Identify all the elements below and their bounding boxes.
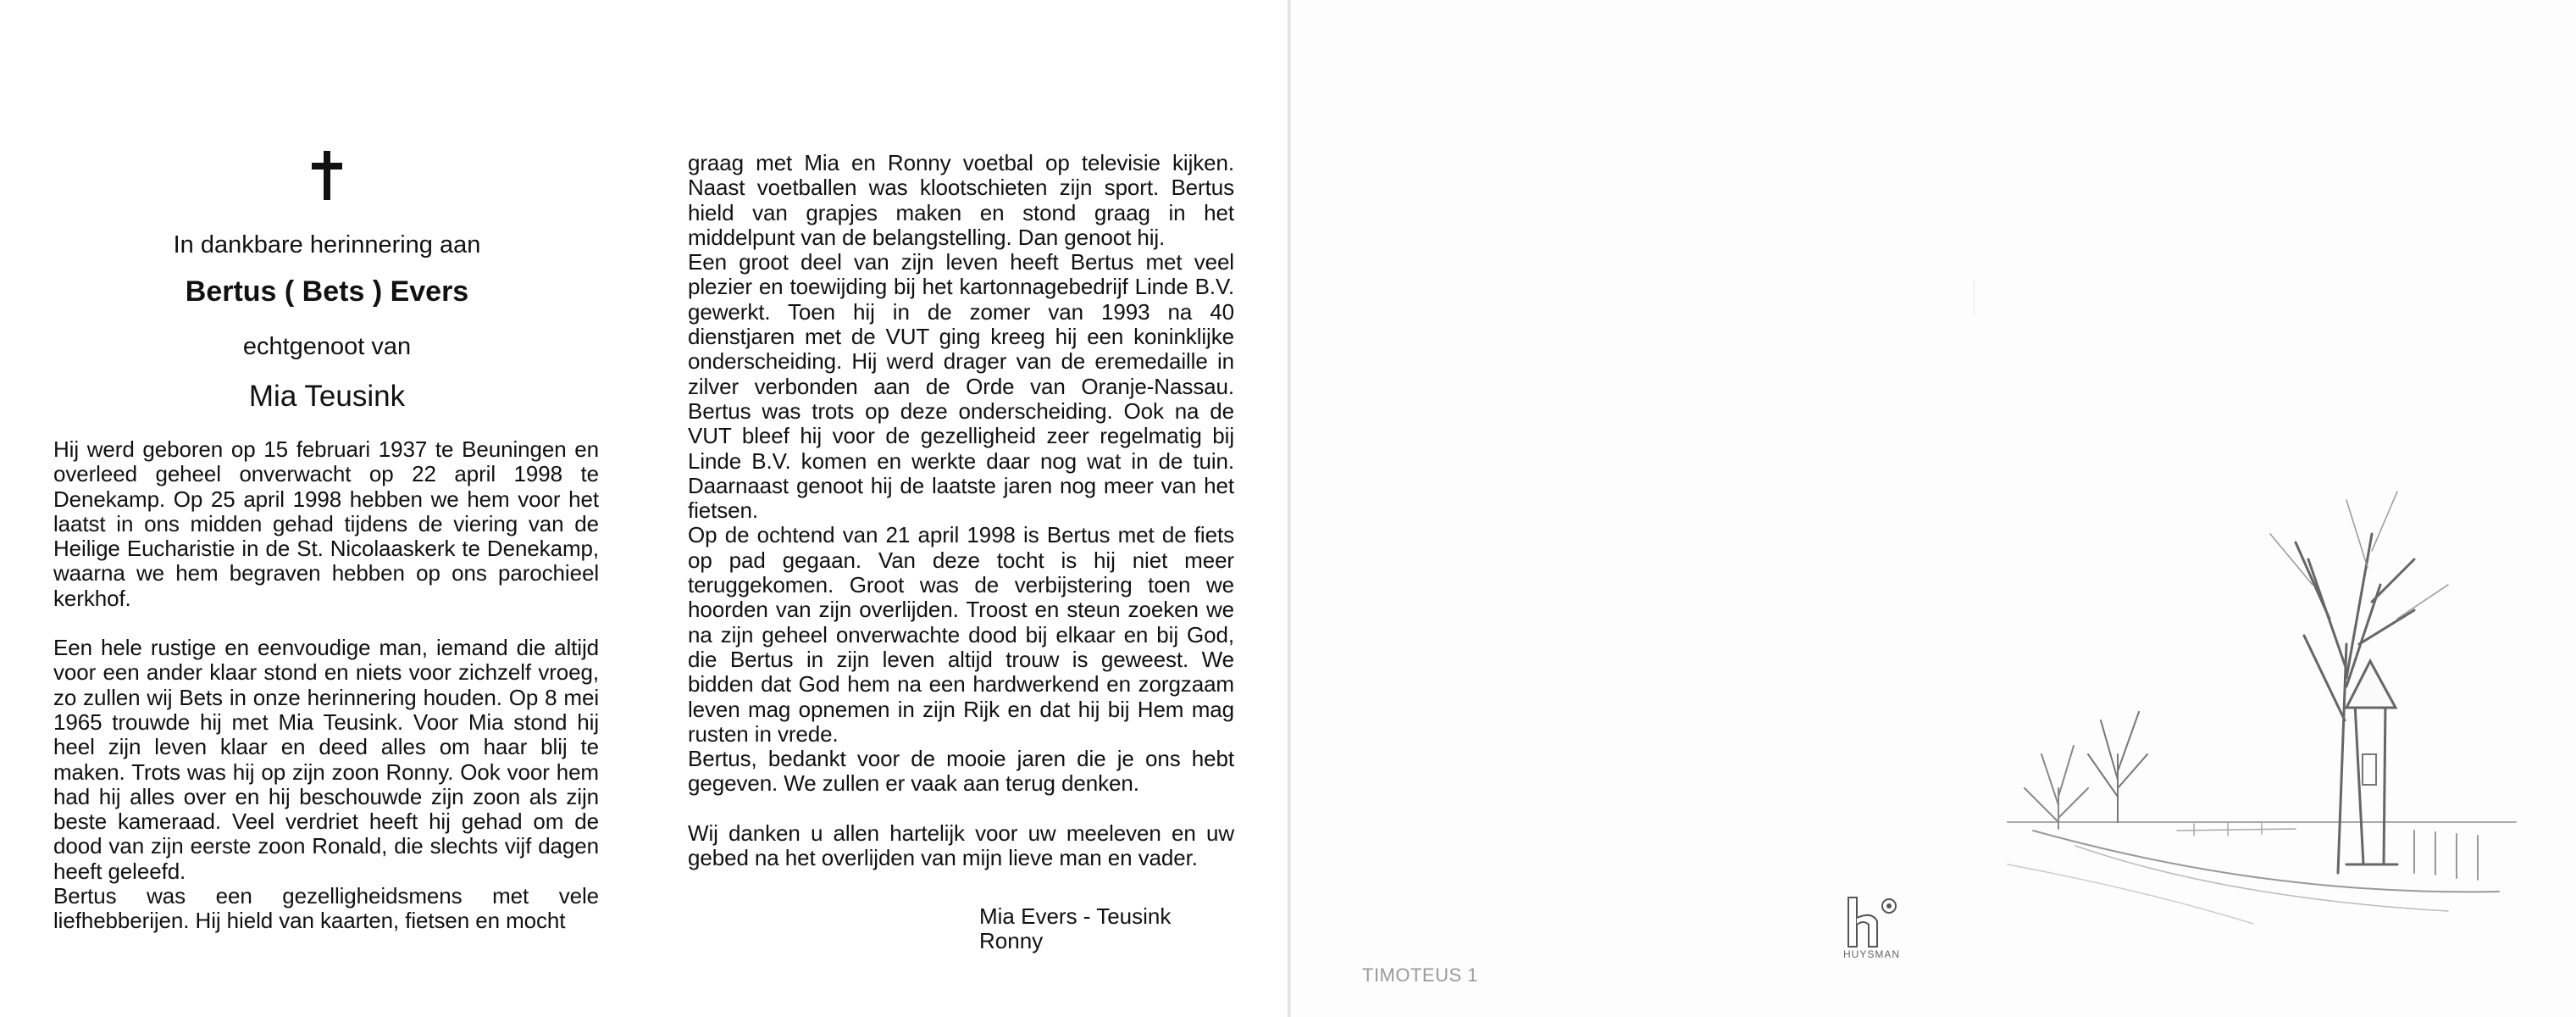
paragraph: Bertus was een gezelligheidsmens met vele liefhebberijen. Hij hield van kaarten, fietsen en mocht <box>53 883 599 934</box>
thanks-paragraph: Wij danken u allen hartelijk voor uw meeleven en uw gebed na het overlijden van mijn lieve man en vader. <box>688 820 1234 871</box>
biography-column-right <box>688 151 1234 870</box>
signature-line: Ronny <box>979 928 1044 954</box>
remembrance-intro: In dankbare herinnering aan <box>173 231 481 258</box>
biography-column-left <box>53 437 599 934</box>
paragraph: graag met Mia en Ronny voetbal op televisie kijken. Naast voetballen was klootschieten zijn sport. Bertus hield van grapjes maken en stond graag in het middelpunt van de belangstelling. Dan genoot hij. <box>688 150 1234 250</box>
paragraph: Op de ochtend van 21 april 1998 is Bertus met de fiets op pad gegaan. Van deze tocht is hij niet meer teruggekomen. Groot was de verbijstering toen we hoorden van zijn overlijden. Troost en steun zoeken we na zijn geheel onverwachte dood bij elkaar en bij God, die Bertus in zijn leven altijd trouw is geweest. We bidden dat God hem na een hardwerkend en zorgzaam leven mag opnemen in zijn Rijk en dat hij bij Hem mag rusten in vrede. <box>688 522 1234 747</box>
cross-icon <box>310 149 344 202</box>
spouse-name: Mia Teusink <box>248 380 406 413</box>
signature-block <box>979 904 1171 954</box>
series-label: TIMOTEUS 1 <box>1362 964 1479 986</box>
paragraph: Hij werd geboren op 15 februari 1937 te Beuningen en overleed geheel onverwacht op 22 april 1998 te Denekamp. Op 25 april 1998 hebben we hem voor het laatst in ons midden gehad tijdens de viering van de Heilige Eucharistie in de St. Nicolaaskerk te Denekamp, waarna we hem begraven hebben op ons parochieel kerkhof. <box>53 436 599 611</box>
publisher-logo-text: HUYSMAN <box>1843 948 1901 960</box>
signature-line: Mia Evers - Teusink <box>979 903 1172 929</box>
paragraph: Een hele rustige en eenvoudige man, iemand die altijd voor een ander klaar stond en niets voor zichzelf vroeg, zo zullen wij Bets in onze herinnering houden. Op 8 mei 1965 trouwde hij met Mia Teusink. Voor Mia stond hij heel zijn leven klaar en deed alles om haar blij te maken. Trots was hij op zijn zoon Ronny. Ook voor hem had hij alles over en hij beschouwde zijn zoon als zijn beste kameraad. Veel verdriet heeft hij gehad om de dood van zijn eerste zoon Ronald, die slechts vijf dagen heeft geleefd. <box>53 635 599 884</box>
spouse-label: echtgenoot van <box>242 333 412 360</box>
winter-landscape-chapel-sketch-icon <box>1974 280 2558 932</box>
paragraph: Een groot deel van zijn leven heeft Bertus met veel plezier en toewijding bij het kartonnagebedrijf Linde B.V. gewerkt. Toen hij in de zomer van 1993 na 40 dienstjaren met de VUT ging kreeg hij een koninklijke onderscheiding. Hij werd drager van de eremedaille in zilver verbonden aan de Orde van Oranje-Nassau. Bertus was trots op deze onderscheiding. Ook na de VUT bleef hij voor de gezelligheid zeer regelmatig bij Linde B.V. komen en werkte daar nog wat in de tuin. Daarnaast genoot hij de laatste jaren nog meer van het fietsen. <box>688 249 1234 524</box>
publisher-logo <box>1842 892 1909 969</box>
deceased-name: Bertus ( Bets ) Evers <box>185 275 469 308</box>
paragraph: Bertus, bedankt voor de mooie jaren die je ons hebt gegeven. We zullen er vaak aan terug denken. <box>688 746 1234 797</box>
